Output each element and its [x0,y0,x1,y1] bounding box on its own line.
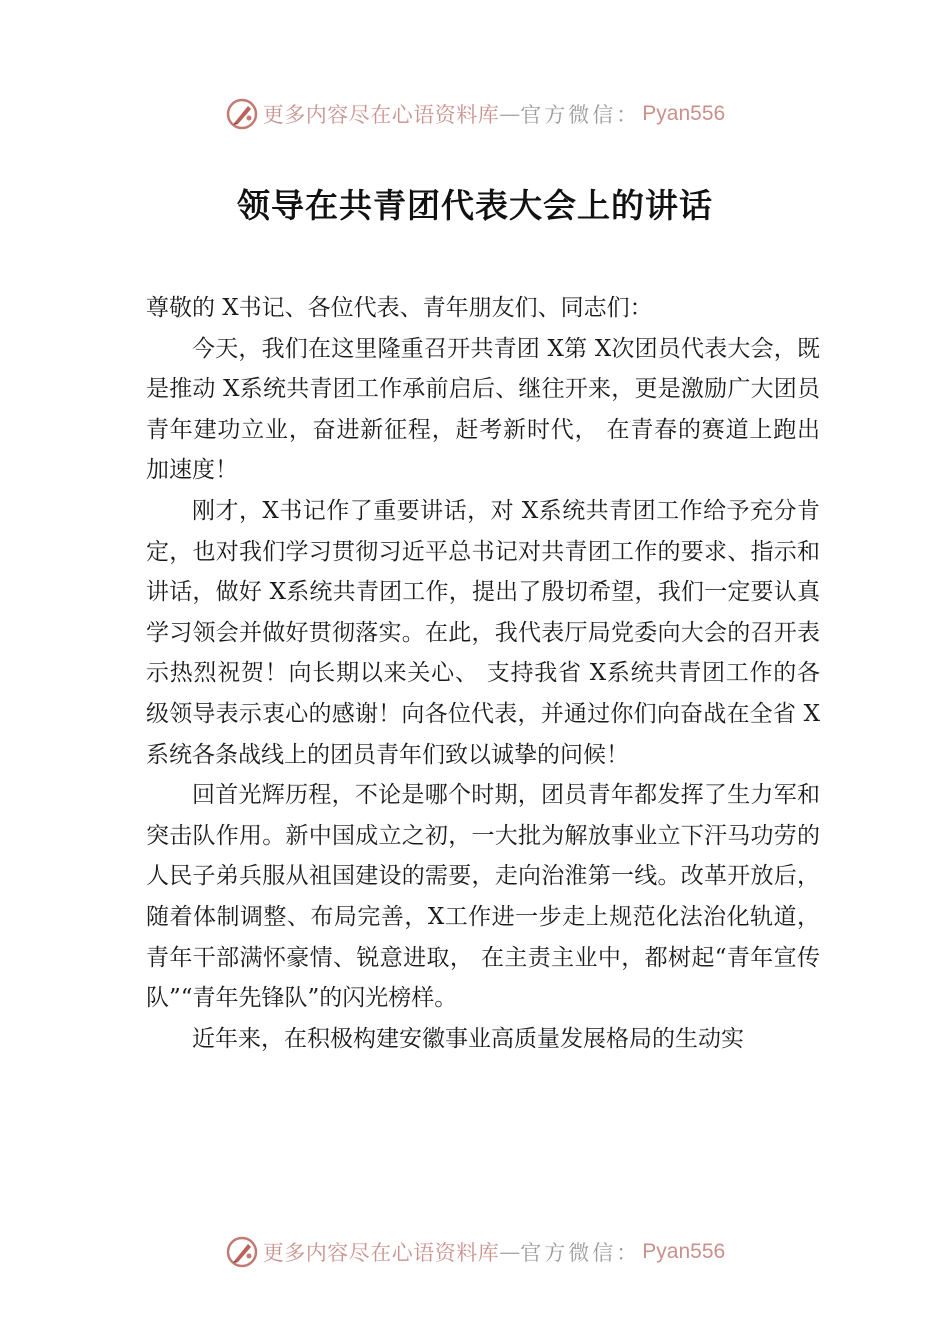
banner-separator: — [499,102,521,126]
banner-wechat-id: Pyan556 [642,1240,726,1263]
banner-wechat-label: 官方微信： [520,1241,641,1265]
banner-text: 更多内容尽在心语资料库 [262,103,500,127]
pen-circle-logo-icon [225,97,259,131]
pen-circle-logo-icon [225,1235,259,1269]
banner-separator: — [499,1240,521,1264]
document-body [146,288,820,1059]
paragraph: 回首光辉历程，不论是哪个时期，团员青年都发挥了生力军和突击队作用。新中国成立之初，一大批为解放事业立下汗马功劳的人民子弟兵服从祖国建设的需要，走向治淮第一线。改革开放后，随着体制调整、布局完善，X工作进一步走上规范化法治化轨道，青年干部满怀豪情、锐意进取， 在主责主业中，都树起“青年宣传队”“青年先锋队”的闪光榜样。 [146,782,820,1012]
banner-wechat-id: Pyan556 [642,102,726,125]
paragraph: 近年来，在积极构建安徽事业高质量发展格局的生动实 [192,1025,744,1052]
salutation: 尊敬的 X书记、各位代表、青年朋友们、同志们： [146,295,653,321]
paragraph: 今天，我们在这里隆重召开共青团 X第 X次团员代表大会，既是推动 X系统共青团工作承前启后、继往开来，更是激励广大团员青年建功立业，奋进新征程，赶考新时代， 在青春的赛道上跑出加速度！ [146,335,820,484]
header-banner [0,94,950,134]
document-title: 领导在共青团代表大会上的讲话 [237,186,713,225]
banner-text: 更多内容尽在心语资料库 [262,1241,500,1265]
footer-banner [0,1232,950,1272]
banner-wechat-label: 官方微信： [520,103,641,127]
paragraph: 刚才，X书记作了重要讲话，对 X系统共青团工作给予充分肯定，也对我们学习贯彻习近平总书记对共青团工作的要求、指示和讲话，做好 X系统共青团工作，提出了殷切希望，我们一定要认真学习领会并做好贯彻落实。在此，我代表厅局党委向大会的召开表示热烈祝贺！向长期以来关心、 支持我省 X系统共青团工作的各级领导表示衷心的感谢！向各位代表，并通过你们向奋战在全省 X系统各条战线上的团员青年们致以诚挚的问候！ [146,497,820,768]
